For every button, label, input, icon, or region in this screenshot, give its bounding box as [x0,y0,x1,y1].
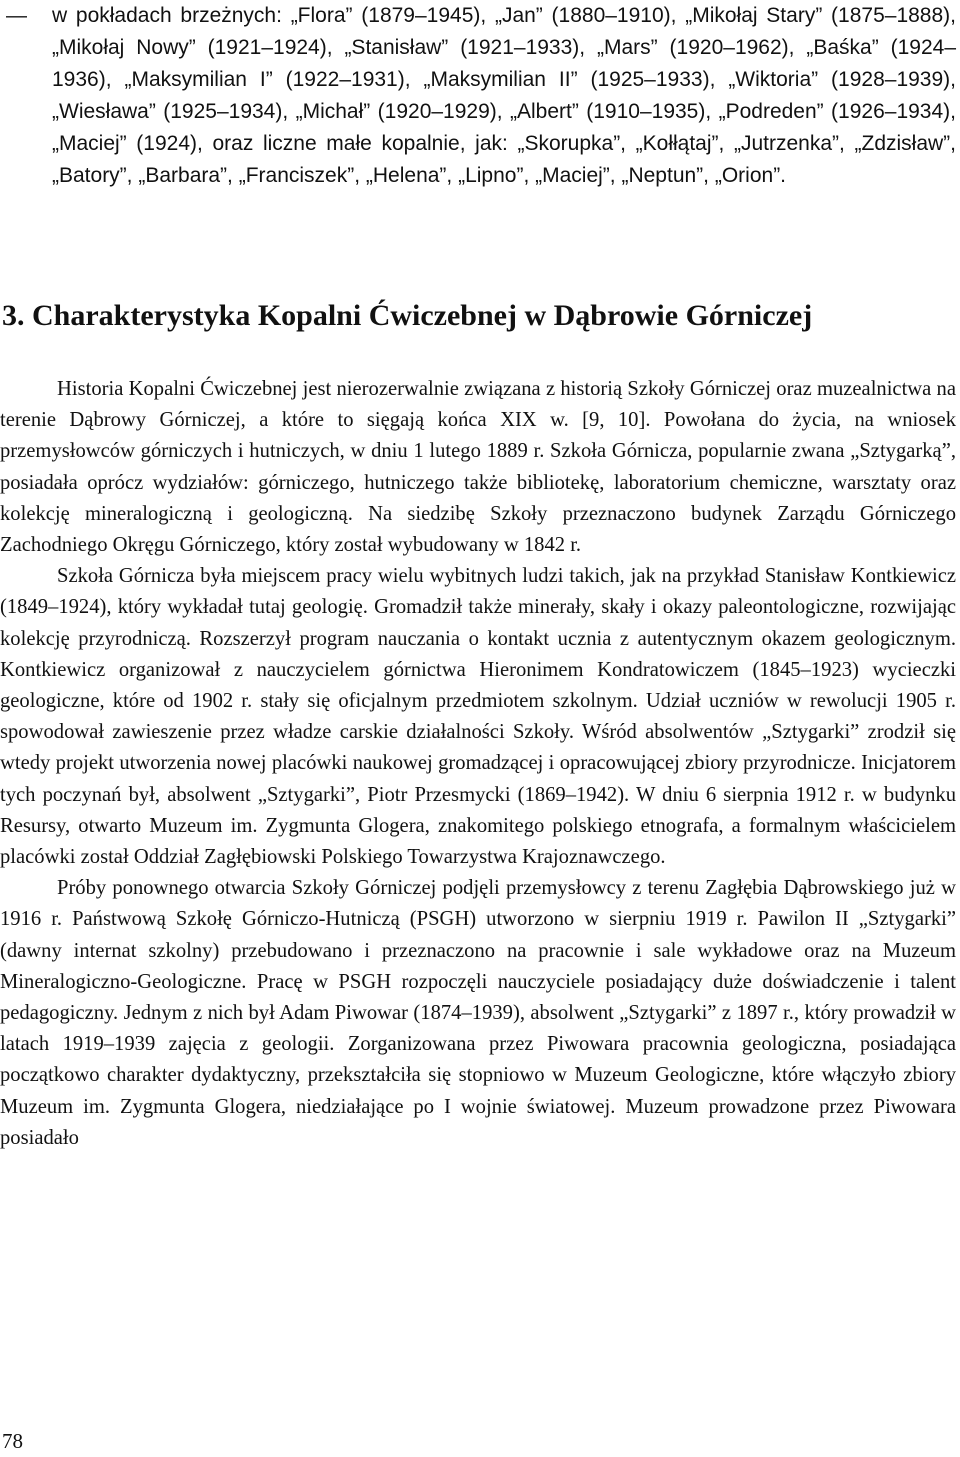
section-body [0,374,956,1154]
body-paragraph-2: Szkoła Górnicza była miejscem pracy wielu wybitnych ludzi takich, jak na przykład Stanisław Kontkiewicz (1849–1924), który wykładał tutaj geologię. Gromadził także minerały, skały i okazy paleontologiczne, rozwijając kolekcję przyrodniczą. Rozszerzył program nauczania o kontakt ucznia z autentycznym okazem geologicznym. Kontkiewicz organizował z nauczycielem górnictwa Hieronimem Kondratowiczem (1845–1923) wycieczki geologiczne, które od 1902 r. stały się oficjalnym przedmiotem szkolnym. Udział uczniów w rewolucji 1905 r. spowodował zawieszenie przez władze carskie działalności Szkoły. Wśród absolwentów „Sztygarki” zrodził się wtedy projekt utworzenia nowej placówki naukowej gromadzącej i opracowującej zbiory przyrodnicze. Inicjatorem tych poczynań był, absolwent „Sztygarki”, Piotr Przesmycki (1869–1942). W dniu 6 sierpnia 1912 r. w budynku Resursy, otwarto Muzeum im. Zygmunta Glogera, znakomitego polskiego etnografa, a formalnym właścicielem placówki został Oddział Zagłębiowski Polskiego Towarzystwa Krajoznawczego. [0,565,956,869]
list-item-text: w pokładach brzeżnych: „Flora” (1879–1945), „Jan” (1880–1910), „Mikołaj Stary” (1875–1888), „Mikołaj Nowy” (1921–1924), „Stanisław” (1921–1933), „Mars” (1920–1962), „Baśka” (1924–1936), „Maksymilian I” (1922–1931), „Maksymilian II” (1925–1933), „Wiktoria” (1928–1939), „Wiesława” (1925–1934), „Michał” (1920–1929), „Albert” (1910–1935), „Podreden” (1926–1934), „Maciej” (1924), oraz liczne małe kopalnie, jak: „Skorupka”, „Kołłątaj”, „Jutrzenka”, „Zdzisław”, „Batory”, „Barbara”, „Franciszek”, „Helena”, „Lipno”, „Maciej”, „Neptun”, „Orion”. [52,4,956,187]
body-paragraph-3: Próby ponownego otwarcia Szkoły Górniczej podjęli przemysłowcy z terenu Zagłębia Dąbrowskiego już w 1916 r. Państwową Szkołę Górniczo-Hutniczą (PSGH) utworzono w sierpniu 1919 r. Pawilon II „Sztygarki” (dawny internat szkolny) przebudowano i przeznaczono na pracownie i sale wykładowe oraz na Muzeum Mineralogiczno-Geologiczne. Pracę w PSGH rozpoczęli nauczyciele posiadający duże doświadczenie i talent pedagogiczny. Jednym z nich był Adam Piwowar (1874–1939), absolwent „Sztygarki” z 1897 r., który prowadził w latach 1919–1939 zajęcia z geologii. Zorganizowana przez Piwowara pracownia geologiczna, posiadająca początkowo charakter dydaktyczny, przekształciła się stopniowo w Muzeum Geologiczne, które włączyło zbiory Muzeum im. Zygmunta Glogera, niedziałające po I wojnie światowej. Muzeum prowadzone przez Piwowara posiadało [0,877,956,1149]
list-dash: — [6,4,27,27]
page-number: 78 [2,1429,23,1453]
mine-list-item [0,0,956,192]
body-paragraph-1: Historia Kopalni Ćwiczebnej jest nierozerwalnie związana z historią Szkoły Górniczej oraz muzealnictwa na terenie Dąbrowy Górniczej, a które to sięgają końca XIX w. [9, 10]. Powołana do życia, na wniosek przemysłowców górniczych i hutniczych, w dniu 1 lutego 1889 r. Szkoła Górnicza, popularnie zwana „Sztygarką”, posiadała oprócz wydziałów: górniczego, hutniczego także bibliotekę, laboratorium chemiczne, warsztaty oraz kolekcję mineralogiczną i geologiczną. Na siedzibę Szkoły przeznaczono budynek Zarządu Górniczego Zachodniego Okręgu Górniczego, który został wybudowany w 1842 r. [0,378,956,557]
list-item [0,0,956,192]
section-heading: 3. Charakterystyka Kopalni Ćwiczebnej w Dąbrowie Górniczej [2,299,813,332]
